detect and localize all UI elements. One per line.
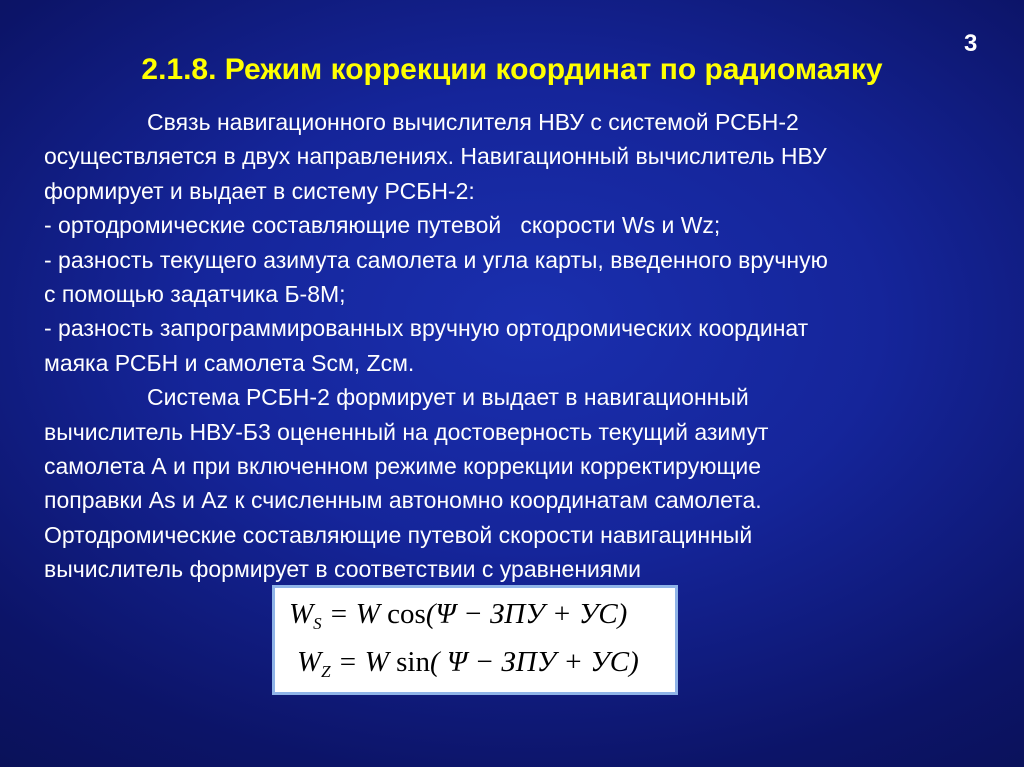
body-line: вычислитель НВУ-Б3 оцененный на достоверность текущий азимут [44, 418, 769, 445]
formula-rhs: = W [330, 646, 397, 678]
formula-wz [297, 646, 639, 682]
body-line: - разность текущего азимута самолета и угла карты, введенного вручную [44, 246, 828, 273]
formula-args: (Ψ − ЗПУ + УС) [425, 598, 628, 630]
body-line: осуществляется в двух направлениях. Навигационный вычислитель НВУ [44, 143, 827, 170]
body-line: - ортодромические составляющие путевой скорости Ws и Wz; [44, 212, 721, 239]
body-line: формирует и выдает в систему РСБН-2: [44, 177, 475, 204]
formula-subscript: S [313, 614, 322, 633]
formula-subscript: Z [321, 662, 331, 681]
body-line: - разность запрограммированных вручную ортодромических координат [44, 315, 809, 342]
slide-body [44, 105, 1014, 587]
body-line: с помощью задатчика Б-8М; [44, 281, 346, 308]
formula-var: W [297, 646, 322, 678]
body-line: самолета А и при включенном режиме коррекции корректирующие [44, 453, 762, 480]
body-line: Связь навигационного вычислителя НВУ с системой РСБН-2 [147, 109, 799, 135]
slide-number: 3 [964, 30, 978, 57]
body-line: Система РСБН-2 формирует и выдает в навигационный [147, 384, 749, 411]
body-line: маяка РСБН и самолета Sсм, Zсм. [44, 349, 415, 376]
formula-ws [289, 598, 627, 634]
body-line: Ортодромические составляющие путевой скорости навигацинный [44, 521, 753, 548]
body-line: вычислитель формирует в соответствии с уравнениями [44, 556, 642, 583]
formula-rhs: = W [321, 598, 388, 630]
formula-box [272, 585, 678, 695]
body-line: поправки Аs и Az к счисленным автономно координатам самолета. [44, 487, 762, 514]
formula-function: sin [396, 646, 430, 678]
formula-function: cos [387, 598, 426, 630]
formula-var: W [289, 598, 314, 630]
formula-args: ( Ψ − ЗПУ + УС) [429, 646, 639, 678]
slide-title: 2.1.8. Режим коррекции координат по радиомаяку [141, 53, 883, 86]
